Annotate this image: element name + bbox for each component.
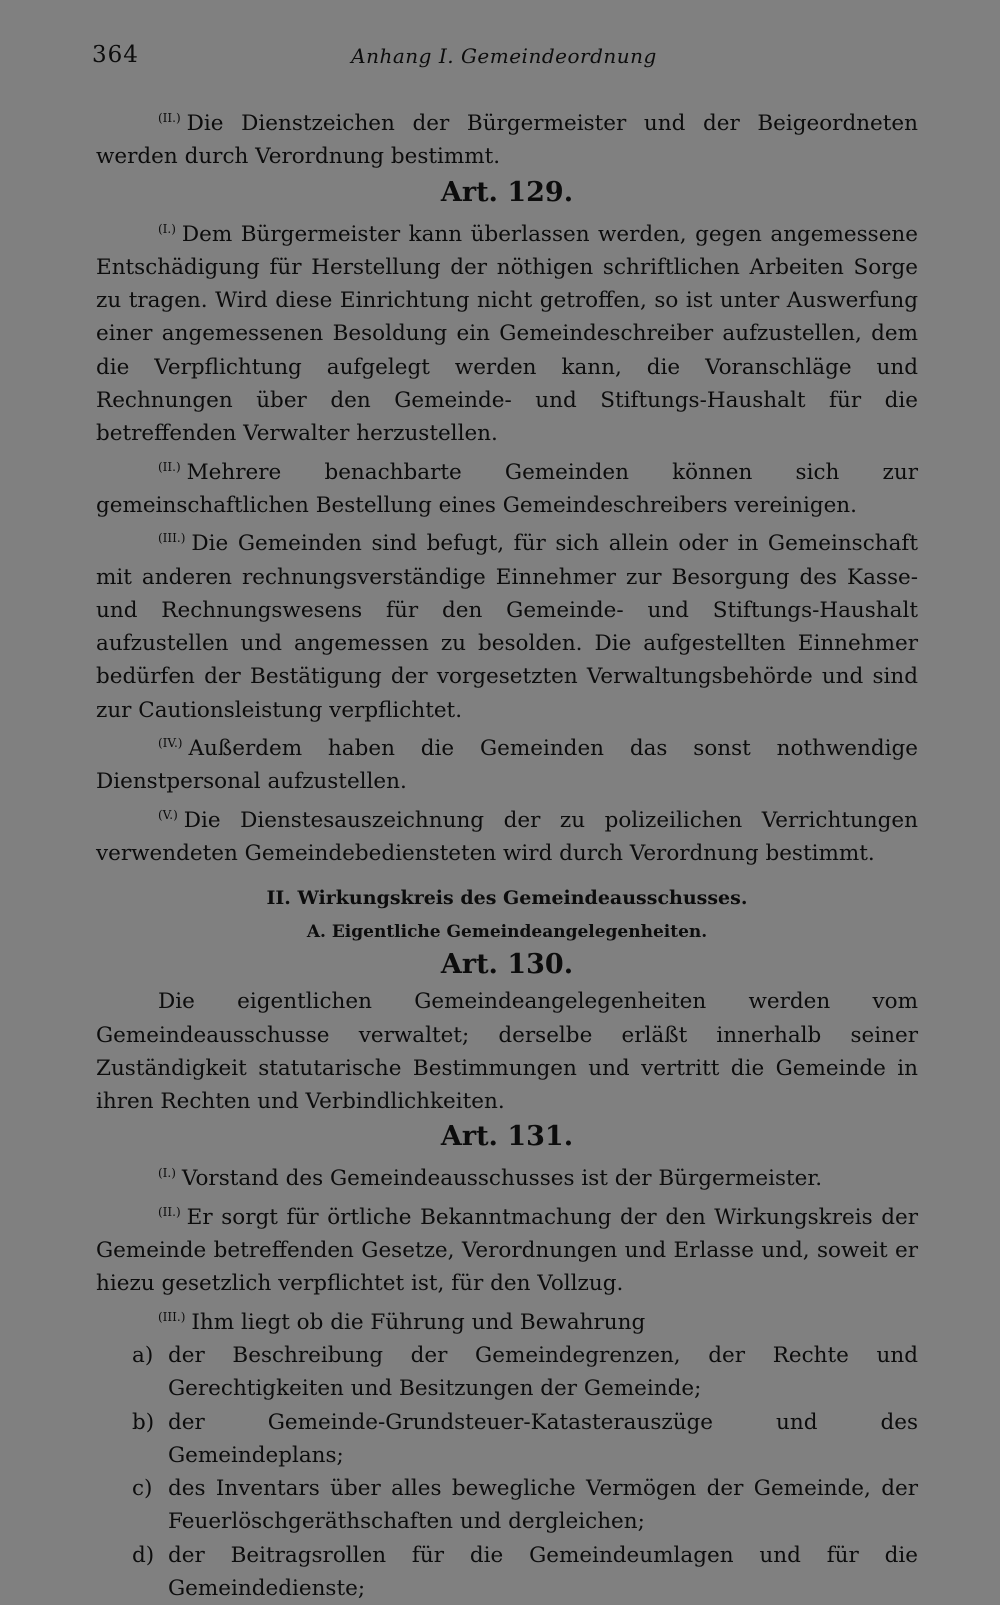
article-paragraph	[96, 799, 918, 871]
paragraph-marker: (I.)	[158, 1166, 176, 1181]
paragraph-text: Mehrere benachbarte Gemeinden können sich zur gemeinschaftlichen Bestellung eines Gemeindeschreibers vereinigen.	[96, 459, 918, 518]
page-number: 364	[92, 42, 139, 68]
list-item	[96, 1539, 918, 1605]
list-item	[96, 1472, 918, 1539]
paragraph-marker: (II.)	[158, 111, 181, 125]
article-paragraph	[96, 1196, 918, 1301]
paragraph-text: Die Gemeinden sind befugt, für sich allein oder in Gemeinschaft mit anderen rechnungsverständige Einnehmer zur Besorgung des Kasse- und Rechnungswesens für den Gemeinde- und Stiftungs-Haushalt aufzustellen und angemessen zu besolden. Die aufgestellten Einnehmer bedürfen der Bestätigung der vorgesetzten Verwaltungsbehörde und sind zur Cautionsleistung verpflichtet.	[96, 531, 918, 723]
subsection-heading: A. Eigentliche Gemeindeangelegenheiten.	[306, 922, 708, 943]
paragraph-marker: (V.)	[158, 807, 178, 822]
article-title: Art. 129.	[440, 176, 574, 208]
list-item-text: des Inventars über alles bewegliche Vermögen der Gemeinde, der Feuerlöschgeräthschaften und dergleichen;	[168, 1476, 918, 1535]
enumeration-list	[96, 1339, 918, 1605]
paragraph-marker: (III.)	[158, 531, 186, 546]
page-body	[96, 102, 918, 1605]
article-title: Art. 131.	[440, 1121, 574, 1153]
paragraph-text: Die Dienstzeichen der Bürgermeister und der Beigeordneten werden durch Verordnung bestimmt.	[96, 111, 918, 170]
list-item-text: der Beschreibung der Gemeindegrenzen, der Rechte und Gerechtigkeiten und Besitzungen der Gemeinde;	[168, 1342, 918, 1402]
paragraph-text: Er sorgt für örtliche Bekanntmachung der den Wirkungskreis der Gemeinde betreffenden Gesetze, Verordnungen und Erlasse und, soweit er hiezu gesetzlich verpflichtet ist, für den Vollzug.	[96, 1204, 918, 1297]
list-item	[96, 1406, 918, 1473]
paragraph-marker: (I.)	[158, 221, 176, 236]
list-item-label: c)	[132, 1476, 153, 1502]
article-paragraph	[96, 522, 918, 727]
article-paragraph	[96, 213, 918, 451]
list-item-label: d)	[132, 1542, 155, 1568]
paragraph-text: Außerdem haben die Gemeinden das sonst nothwendige Dienstpersonal aufzustellen.	[96, 736, 918, 795]
intro-paragraph	[96, 102, 918, 174]
article-paragraph	[96, 727, 918, 799]
list-item-label: a)	[132, 1342, 154, 1368]
article-paragraph	[96, 451, 918, 523]
paragraph-marker: (III.)	[158, 1309, 186, 1324]
article-129	[96, 213, 918, 871]
paragraph-text: Die Dienstesauszeichnung der zu polizeilichen Verrichtungen verwendeten Gemeindebediensteten wird durch Verordnung bestimmt.	[96, 807, 918, 866]
paragraph-marker: (IV.)	[158, 736, 183, 751]
section-heading: II. Wirkungskreis des Gemeindeausschusses.	[266, 887, 748, 910]
list-item	[96, 1339, 918, 1406]
paragraph-text: Dem Bürgermeister kann überlassen werden, gegen angemessene Entschädigung für Herstellung der nöthigen schriftlichen Arbeiten Sorge zu tragen. Wird diese Einrichtung nicht getroffen, so ist unter Auswerfung einer angemessenen Besoldung ein Gemeindeschreiber aufzustellen, dem die Verpflichtung aufgelegt werden kann, die Voranschläge und Rechnungen über den Gemeinde- und Stiftungs-Haushalt für die betreffenden Verwalter herzustellen.	[96, 221, 918, 447]
article-paragraph	[96, 1157, 918, 1195]
paragraph-marker: (II.)	[158, 1204, 181, 1219]
article-paragraph	[96, 1301, 918, 1339]
running-title: Anhang I. Gemeindeordnung	[351, 44, 657, 68]
article-130-paragraph: Die eigentlichen Gemeindeangelegenheiten werden vom Gemeindeausschusse verwaltet; derselbe erläßt innerhalb seiner Zuständigkeit statutarische Bestimmungen und vertritt die Gemeinde in ihren Rechten und Verbindlichkeiten.	[96, 989, 918, 1115]
list-item-text: der Gemeinde-Grundsteuer-Katasterauszüge und des Gemeindeplans;	[168, 1409, 918, 1468]
paragraph-text: Ihm liegt ob die Führung und Bewahrung	[191, 1309, 646, 1335]
list-item-label: b)	[132, 1409, 155, 1435]
paragraph-text: Vorstand des Gemeindeausschusses ist der Bürgermeister.	[181, 1166, 823, 1192]
list-item-text: der Beitragsrollen für die Gemeindeumlagen und für die Gemeindedienste;	[168, 1542, 918, 1601]
paragraph-marker: (II.)	[158, 459, 181, 474]
article-131	[96, 1157, 918, 1605]
article-title: Art. 130.	[440, 949, 574, 981]
page-header	[92, 42, 916, 78]
